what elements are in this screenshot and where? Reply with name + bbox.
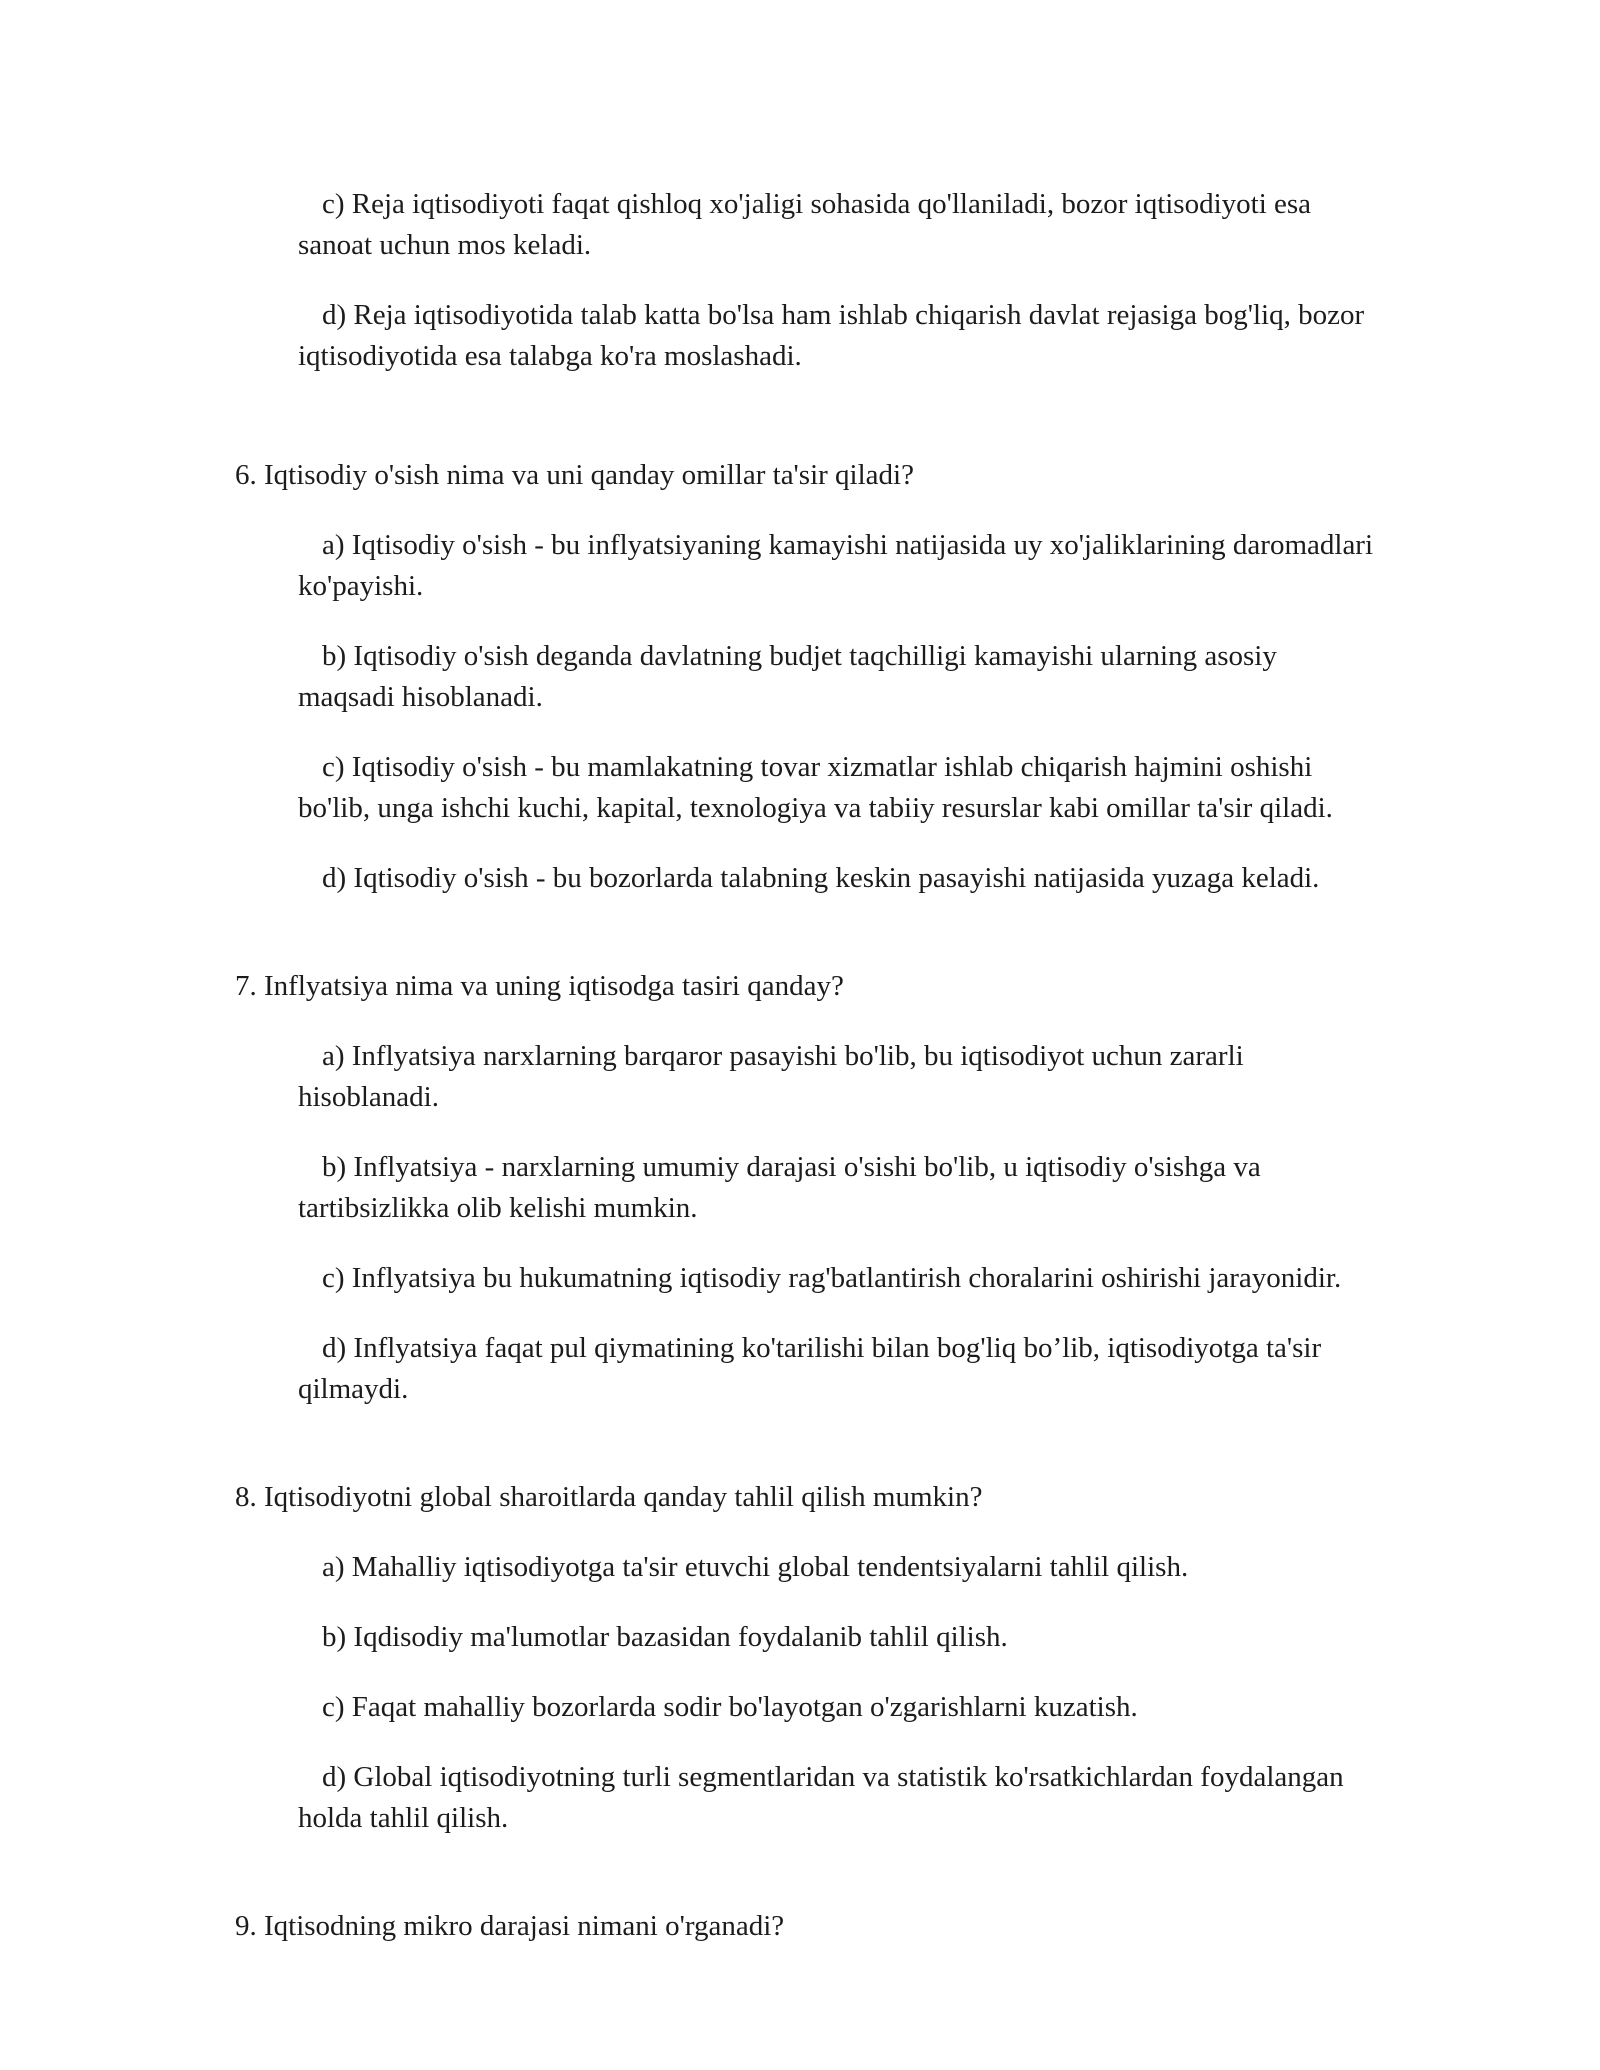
option-b: b) Inflyatsiya - narxlarning umumiy darajasi o'sishi bo'lib, u iqtisodiy o'sishga va tartibsizlikka olib kelishi mumkin. — [298, 1151, 1261, 1224]
question-number: 8. — [235, 1481, 257, 1513]
question-number: 6. — [235, 459, 257, 491]
question-number: 7. — [235, 970, 257, 1002]
question-text: Iqtisodning mikro darajasi nimani o'rganadi? — [264, 1910, 785, 1942]
question-text: Inflyatsiya nima va uning iqtisodga tasiri qanday? — [264, 970, 844, 1002]
question-text: Iqtisodiy o'sish nima va uni qanday omillar ta'sir qiladi? — [264, 459, 914, 491]
option-c: c) Faqat mahalliy bozorlarda sodir bo'layotgan o'zgarishlarni kuzatish. — [322, 1691, 1138, 1723]
option-d: d) Global iqtisodiyotning turli segmentlaridan va statistik ko'rsatkichlardan foydalangan holda tahlil qilish. — [298, 1761, 1344, 1834]
question-block-6 — [0, 455, 1600, 899]
option-d: d) Iqtisodiy o'sish - bu bozorlarda talabning keskin pasayishi natijasida yuzaga keladi. — [322, 862, 1320, 894]
question-block-8 — [0, 1477, 1600, 1839]
option-c: c) Inflyatsiya bu hukumatning iqtisodiy rag'batlantirish choralarini oshirishi jarayonidir. — [322, 1262, 1342, 1294]
option-b: b) Iqtisodiy o'sish deganda davlatning budjet taqchilligi kamayishi ularning asosiy maqsadi hisoblanadi. — [298, 640, 1277, 713]
option-d: d) Inflyatsiya faqat pul qiymatining ko'tarilishi bilan bog'liq bo’lib, iqtisodiyotga ta'sir qilmaydi. — [298, 1332, 1322, 1405]
question-block-9 — [0, 1906, 1600, 1947]
option-c: c) Iqtisodiy o'sish - bu mamlakatning tovar xizmatlar ishlab chiqarish hajmini oshishi bo'lib, unga ishchi kuchi, kapital, texnologiya va tabiiy resurslar kabi omillar ta'sir qiladi. — [298, 751, 1333, 824]
question-heading — [235, 1906, 1375, 1947]
option-d: d) Reja iqtisodiyotida talab katta bo'lsa ham ishlab chiqarish davlat rejasiga bog'liq, bozor iqtisodiyotida esa talabga ko'ra moslashadi. — [298, 299, 1365, 372]
option-c: c) Reja iqtisodiyoti faqat qishloq xo'jaligi sohasida qo'llaniladi, bozor iqtisodiyoti esa sanoat uchun mos keladi. — [298, 188, 1312, 261]
option-a: a) Iqtisodiy o'sish - bu inflyatsiyaning kamayishi natijasida uy xo'jaliklarining daromadlari ko'payishi. — [298, 529, 1374, 602]
option-a: a) Inflyatsiya narxlarning barqaror pasayishi bo'lib, bu iqtisodiyot uchun zararli hisoblanadi. — [298, 1040, 1244, 1113]
carryover-options — [0, 184, 1600, 377]
question-number: 9. — [235, 1910, 257, 1942]
question-heading — [235, 1477, 1375, 1518]
question-text: Iqtisodiyotni global sharoitlarda qanday tahlil qilish mumkin? — [264, 1481, 983, 1513]
question-heading — [235, 455, 1375, 496]
question-block-7 — [0, 966, 1600, 1410]
question-heading — [235, 966, 1375, 1007]
option-a: a) Mahalliy iqtisodiyotga ta'sir etuvchi global tendentsiyalarni tahlil qilish. — [322, 1551, 1189, 1583]
option-b: b) Iqdisodiy ma'lumotlar bazasidan foydalanib tahlil qilish. — [322, 1621, 1008, 1653]
